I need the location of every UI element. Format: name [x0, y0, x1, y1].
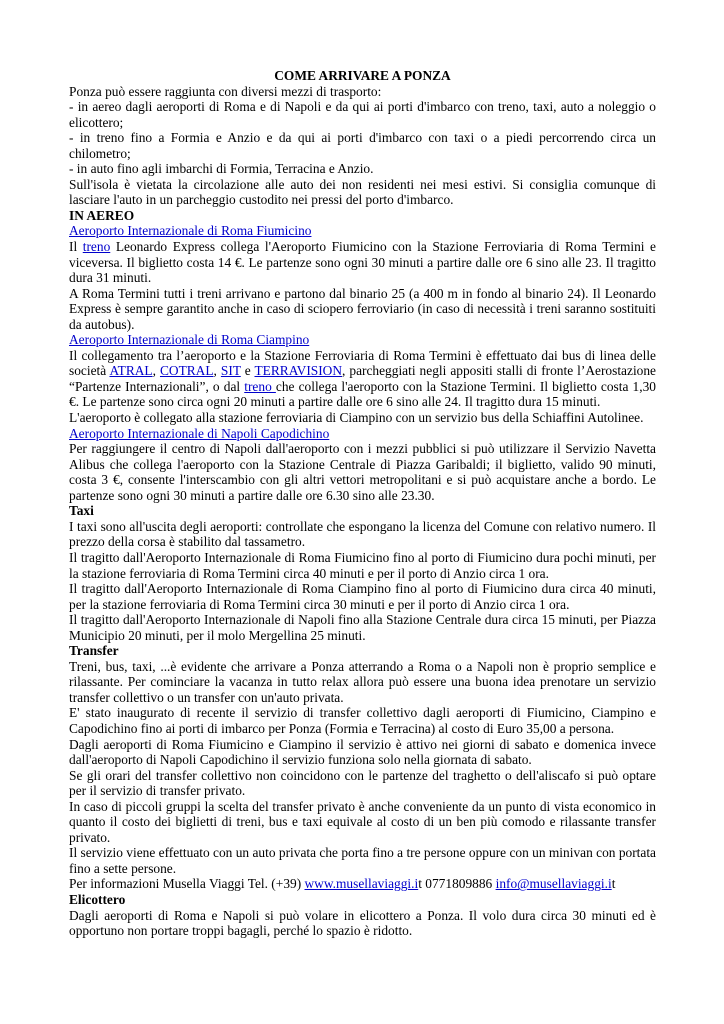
- intro-note: Sull'isola è vietata la circolazione alle auto dei non residenti nei mesi estivi. Si consiglia comunque di lasciare l'auto in un parcheggio custodito nei pressi del porto d'imbarco.: [69, 176, 656, 208]
- link-cotral[interactable]: COTRAL: [159, 363, 214, 379]
- link-terravision[interactable]: TERRAVISION: [254, 363, 343, 379]
- intro-bullet-treno: - in treno fino a Formia e Anzio e da qui ai porti d'imbarco con taxi o a piedi percorrendo circa un chilometro;: [69, 130, 656, 161]
- heading-in-aereo: IN AEREO: [69, 207, 135, 223]
- transfer-paragraph-3: Dagli aeroporti di Roma Fiumicino e Ciampino il servizio è attivo nei giorni di sabato e domenica invece dall'aeroporto di Napoli Capodichino il servizio funziona solo nella giornata di sabato.: [69, 736, 656, 768]
- taxi-paragraph-4: Il tragitto dall'Aeroporto Internazionale di Napoli fino alla Stazione Centrale dura circa 15 minuti, per Piazza Municipio 20 minuti, per il molo Mergellina 25 minuti.: [69, 612, 656, 643]
- email-tail: t: [611, 876, 616, 892]
- link-sit[interactable]: SIT: [220, 363, 241, 379]
- ciampino-sep-1: ,: [152, 363, 160, 379]
- contact-phone: 0771809886: [421, 876, 496, 892]
- ciampino-paragraph-1: [69, 348, 656, 410]
- ciampino-text-1: Il collegamento tra l’aeroporto e la Stazione Ferroviaria di Roma Termini è effettuato dai bus di linea delle società: [69, 347, 656, 379]
- taxi-paragraph-2: Il tragitto dall'Aeroporto Internazionale di Roma Fiumicino fino al porto di Fiumicino dura pochi minuti, per la stazione ferroviaria di Roma Termini circa 40 minuti e per il porto di Anzio circa 1 ora.: [69, 549, 656, 581]
- link-atral[interactable]: ATRAL: [109, 363, 153, 379]
- transfer-paragraph-2: E' stato inaugurato di recente il servizio di transfer collettivo dagli aeroporti di Fiumicino, Ciampino e Capodichino fino ai porti di imbarco per Ponza (Formia e Terracina) al costo di Euro 35,00 a persona.: [69, 705, 656, 736]
- elicottero-paragraph-1: Dagli aeroporti di Roma e Napoli si può volare in elicottero a Ponza. Il volo dura circa 30 minuti ed è opportuno non portare troppi bagagli, perché lo spazio è ridotto.: [69, 907, 656, 939]
- intro-bullet-auto: - in auto fino agli imbarchi di Formia, Terracina e Anzio.: [69, 161, 374, 177]
- fiumicino-paragraph-1: [69, 239, 656, 286]
- fiumicino-p1-pre: Il: [69, 239, 83, 255]
- ciampino-text-3: che collega l'aeroporto con la Stazione Termini. Il biglietto costa 1,30 €. Le partenze sono circa ogni 20 minuti a partire dalle ore 6 sino alle 24. Il tragitto dura 15 minuti.: [69, 378, 656, 410]
- ciampino-text-2: , parcheggiati negli appositi stalli di fronte l’Aerostazione “Partenze Internazionali”, o dal: [69, 363, 656, 394]
- ciampino-paragraph-2: L'aeroporto è collegato alla stazione ferroviaria di Ciampino con un servizio bus della Schiaffini Autolinee.: [69, 410, 644, 426]
- heading-taxi: Taxi: [69, 503, 94, 519]
- intro-line: Ponza può essere raggiunta con diversi mezzi di trasporto:: [69, 83, 382, 99]
- napoli-paragraph-1: Per raggiungere il centro di Napoli dall'aeroporto con i mezzi pubblici si può utilizzare il Servizio Navetta Alibus che collega l'aeroporto con la Stazione Centrale di Piazza Garibaldi; il biglietto, valido 90 minuti, costa 3 €, consente l'interscambio con gli altri vettori metropolitani e si può acquistare anche a bordo. Le partenze sono ogni 30 minuti a partire dalle ore 6.30 sino alle 23.30.: [69, 441, 656, 503]
- link-ciampino[interactable]: Aeroporto Internazionale di Roma Ciampino: [69, 332, 310, 348]
- ciampino-sep-2: ,: [213, 363, 221, 379]
- transfer-paragraph-4: Se gli orari del transfer collettivo non coincidono con le partenze del traghetto o dell'aliscafo si può optare per il servizio di transfer privato.: [69, 767, 656, 799]
- contact-prefix: Per informazioni Musella Viaggi Tel. (+39): [69, 876, 305, 892]
- website-tail: t: [418, 876, 422, 892]
- document-page: [69, 68, 656, 939]
- intro-bullet-aereo: - in aereo dagli aeroporti di Roma e di Napoli e da qui ai porti d'imbarco con treno, taxi, auto a noleggio o elicottero;: [69, 99, 656, 130]
- ciampino-sep-3: e: [240, 363, 255, 379]
- heading-elicottero: Elicottero: [69, 891, 126, 907]
- transfer-contact-line: [69, 876, 656, 892]
- taxi-paragraph-3: Il tragitto dall'Aeroporto Internazionale di Roma Ciampino fino al porto di Fiumicino dura circa 40 minuti, per la stazione ferroviaria di Roma Termini circa 30 minuti e per il porto di Anzio circa 1 ora.: [69, 581, 656, 612]
- link-treno-fiumicino[interactable]: treno: [82, 239, 111, 255]
- heading-transfer: Transfer: [69, 643, 119, 659]
- page-title: COME ARRIVARE A PONZA: [274, 68, 451, 83]
- link-website[interactable]: www.musellaviaggi.i: [304, 876, 419, 892]
- transfer-paragraph-6: Il servizio viene effettuato con un auto privata che porta fino a tre persone oppure con un minivan con portata fino a sette persone.: [69, 845, 656, 876]
- fiumicino-paragraph-2: A Roma Termini tutti i treni arrivano e partono dal binario 25 (a 400 m in fondo al binario 24). Il Leonardo Express è sempre garantito anche in caso di sciopero ferroviario (in caso di necessità i treni saranno sostituiti da autobus).: [69, 285, 656, 332]
- link-treno-ciampino[interactable]: treno: [244, 378, 276, 394]
- link-napoli-capodichino[interactable]: Aeroporto Internazionale di Napoli Capodichino: [69, 425, 330, 441]
- link-email[interactable]: info@musellaviaggi.i: [495, 876, 612, 892]
- taxi-paragraph-1: I taxi sono all'uscita degli aeroporti: controllate che espongano la licenza del Comune con relativo numero. Il prezzo della corsa è stabilito dal tassametro.: [69, 518, 656, 550]
- link-fiumicino[interactable]: Aeroporto Internazionale di Roma Fiumicino: [69, 223, 312, 239]
- transfer-paragraph-1: Treni, bus, taxi, ...è evidente che arrivare a Ponza atterrando a Roma o a Napoli non è proprio semplice e rilassante. Per cominciare la vacanza in tutto relax allora può essere una buona idea prenotare un servizio transfer collettivo o un transfer con un'auto privata.: [69, 658, 656, 705]
- fiumicino-p1-post: Leonardo Express collega l'Aeroporto Fiumicino con la Stazione Ferroviaria di Roma Termini e viceversa. Il biglietto costa 14 €. Le partenze sono ogni 30 minuti a partire dalle ore 6 sino alle 23. Il tragitto dura 31 minuti.: [69, 239, 657, 286]
- transfer-paragraph-5: In caso di piccoli gruppi la scelta del transfer privato è anche conveniente da un punto di vista economico in quanto il costo dei biglietti di treni, bus e taxi equivale al costo di un ben più comodo e rilassante transfer privato.: [69, 798, 656, 845]
